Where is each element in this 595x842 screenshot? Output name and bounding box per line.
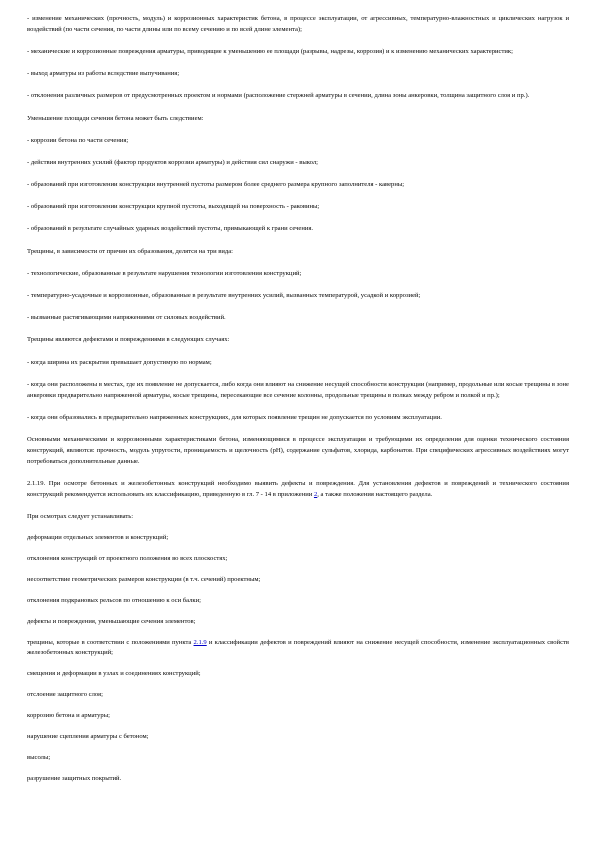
paragraph: - действия внутренних усилий (фактор продуктов коррозии арматуры) и действия сил снаружи - выкол; xyxy=(27,158,318,166)
paragraph: - образований при изготовлении конструкции крупной пустоты, выходящей на поверхность - раковины; xyxy=(27,203,320,211)
section-2-1-19-paragraph xyxy=(27,479,569,501)
list-item-cracks xyxy=(27,638,569,660)
paragraph: - температурно-усадочные и коррозионные, образованные в результате внутренних усилий, вызванных температурой, усадкой и коррозией; xyxy=(27,292,421,300)
paragraph: - механические и коррозионные повреждения арматуры, приводящие к уменьшению ее площади (разрывы, надрезы, коррозия) и к изменению механических характеристик; xyxy=(27,47,513,55)
list-item: отклонения конструкций от проектного положения во всех плоскостях; xyxy=(27,554,228,562)
paragraph: - когда они образовались в предварительно напряженных конструкциях, для которых появление трещин не допускается по условиям эксплуатации. xyxy=(27,413,442,421)
list-item: нарушение сцепления арматуры с бетоном; xyxy=(27,733,149,741)
paragraph: - образований в результате случайных ударных воздействий пустоты, примыкающей к грани сечения. xyxy=(27,225,314,233)
list-item-text: и классификации дефектов и повреждений влияют на снижение несущей способности, изменение эксплуатационных свойств железобетонных конструкций; xyxy=(27,638,569,657)
inspection-intro: При осмотрах следует устанавливать: xyxy=(27,512,134,520)
paragraph: Трещины являются дефектами и повреждениями в следующих случаях: xyxy=(27,336,230,344)
list-item: отслоение защитного слоя; xyxy=(27,691,103,699)
paragraph: Уменьшение площади сечения бетона может быть следствием: xyxy=(27,114,204,122)
list-item: деформации отдельных элементов и конструкций; xyxy=(27,533,169,541)
list-item: высолы; xyxy=(27,754,51,762)
list-item: дефекты и повреждения, уменьшающие сечения элементов; xyxy=(27,617,196,625)
list-item: коррозию бетона и арматуры; xyxy=(27,712,110,720)
appendix-2-link[interactable]: 2 xyxy=(313,490,318,498)
paragraph: - коррозии бетона по части сечения; xyxy=(27,136,129,144)
paragraph: - когда ширина их раскрытия превышает допустимую по нормам; xyxy=(27,358,212,366)
section-2-1-9-link[interactable]: 2.1.9 xyxy=(193,638,207,646)
paragraph-text: 2.1.19. При осмотре бетонных и железобетонных конструкций необходимо выявить дефекты и повреждения. Для установления дефектов и повреждений и технического состояния конструкций рекомендуется использовать их классификацию, приведенную в гл. 7 - 14 в приложении xyxy=(27,479,569,498)
paragraph: - образований при изготовлении конструкции внутренней пустоты размером более среднего размера крупного заполнителя - каверны; xyxy=(27,181,405,189)
list-item-text: трещины, которые в соответствии с положениями пункта xyxy=(27,638,194,646)
list-item: несоответствие геометрических размеров конструкции (в т.ч. сечений) проектным; xyxy=(27,575,261,583)
paragraph: - когда они расположены в местах, где их появление не допускается, либо когда они влияют на снижение несущей способности конструкции (например, продольные или косые трещины в зоне анкеровки предварительно напряженной арматуры, косые трещины, пересекающие все сечение колонны, продольные трещины в полках между ребром и полкой и пр.); xyxy=(27,380,569,399)
paragraph: Трещины, в зависимости от причин их образования, делятся на три вида: xyxy=(27,247,234,255)
paragraph: Основными механическими и коррозионными характеристиками бетона, изменяющимися в процессе эксплуатации и требующими их определения для оценки технического состояния конструкций, являются: прочность, модуль упругости, проницаемость и щелочность (pH), содержание сульфатов, хлорида, карбонатов. При специфических агрессивных воздействиях могут потребоваться дополнительные данные. xyxy=(27,435,569,465)
paragraph-text: , а также положения настоящего раздела. xyxy=(317,490,433,498)
list-item: смещения и деформации в узлах и соединениях конструкций; xyxy=(27,670,201,678)
list-item: разрушение защитных покрытий. xyxy=(27,775,122,783)
paragraph: - выход арматуры из работы вследствие выпучивания; xyxy=(27,70,180,78)
paragraph: - изменение механических (прочность, модуль) и коррозионных характеристик бетона, в процессе эксплуатации, от агрессивных, температурно-влажностных и циклических нагрузок и воздействий (по части сечения, по части длины или по всему сечению и по всей длине элемента); xyxy=(27,15,569,33)
list-item: отклонения подкрановых рельсов по отношению к оси балки; xyxy=(27,596,201,604)
paragraph: - вызванные растягивающими напряжениями от силовых воздействий. xyxy=(27,314,226,322)
paragraph: - технологические, образованные в результате нарушения технологии изготовления конструкций; xyxy=(27,269,302,277)
paragraph: - отклонения различных размеров от предусмотренных проектом и нормами (расположение стержней арматуры в сечении, длина зоны анкеровки, толщина защитного слоя и пр.). xyxy=(27,92,530,100)
